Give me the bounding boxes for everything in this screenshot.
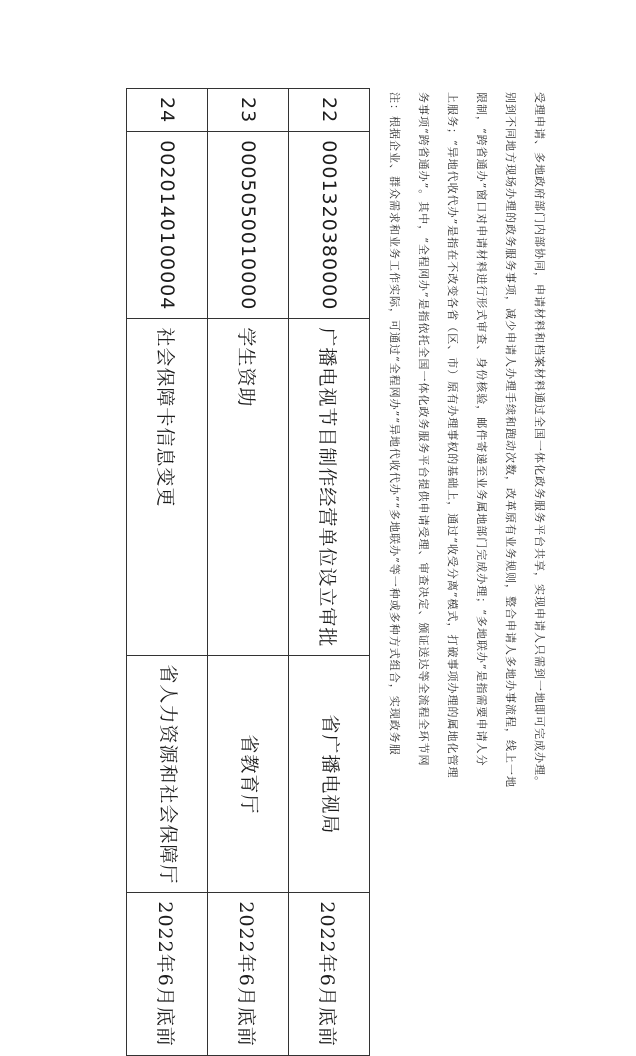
department-cell: 省人力资源和社会保障厅: [127, 656, 208, 893]
footnote-line: 注：根据企业、群众需求和业务工作实际，可通过“全程网办”“异地代收代办”“多地联办”等一种或多种方式组合，实现政务服: [388, 92, 401, 756]
department-cell: 省广播电视局: [289, 656, 370, 893]
item-name-cell: 社会保障卡信息变更: [127, 319, 208, 656]
item-name-cell: 广播电视节目制作经营单位设立审批: [289, 319, 370, 656]
deadline-cell: 2022年6月底前: [208, 893, 289, 1055]
deadline-cell: 2022年6月底前: [289, 893, 370, 1055]
item-code-cell: 0001320380000: [289, 132, 370, 319]
footnote-line: 限制，“跨省通办”窗口对申请材料进行形式审查、身份核验，邮件寄递至业务属地部门完成办理；“多地联办”是指需要申请人分: [475, 92, 488, 767]
table-row: [289, 89, 370, 1056]
table-row: [208, 89, 289, 1056]
footnote-line: 别到不同地方现场办理的政务服务事项，减少申请人办理手续和跑动次数，改革原有业务规则，整合申请人多地办事流程，线上一地: [504, 92, 517, 788]
deadline-cell: 2022年6月底前: [127, 893, 208, 1055]
item-code-cell: 0005050010000: [208, 132, 289, 319]
service-items-table: [126, 88, 370, 1056]
table-row: [127, 89, 208, 1056]
footnote-line: 受理申请、多地政府部门内部协同，申请材料和档案材料通过全国一体化政务服务平台共享，实现申请人只需到一地即可完成办理。: [533, 92, 546, 788]
footnote-line: 务事项“跨省通办”。其中，“全程网办”是指依托全国一体化政务服务平台提供申请受理、审查决定、颁证送达等全流程全环节网: [417, 92, 430, 767]
row-number-cell: 24: [127, 89, 208, 132]
item-name-cell: 学生资助: [208, 319, 289, 656]
row-number-cell: 22: [289, 89, 370, 132]
row-number-cell: 23: [208, 89, 289, 132]
department-cell: 省教育厅: [208, 656, 289, 893]
footnote: [380, 92, 612, 892]
item-code-cell: 0020140100004: [127, 132, 208, 319]
footnote-line: 上服务；“异地代收代办”是指在不改变各省（区、市）原有办理事权的基础上，通过“收受分离”模式，打破事项办理的属地化管理: [446, 92, 459, 779]
